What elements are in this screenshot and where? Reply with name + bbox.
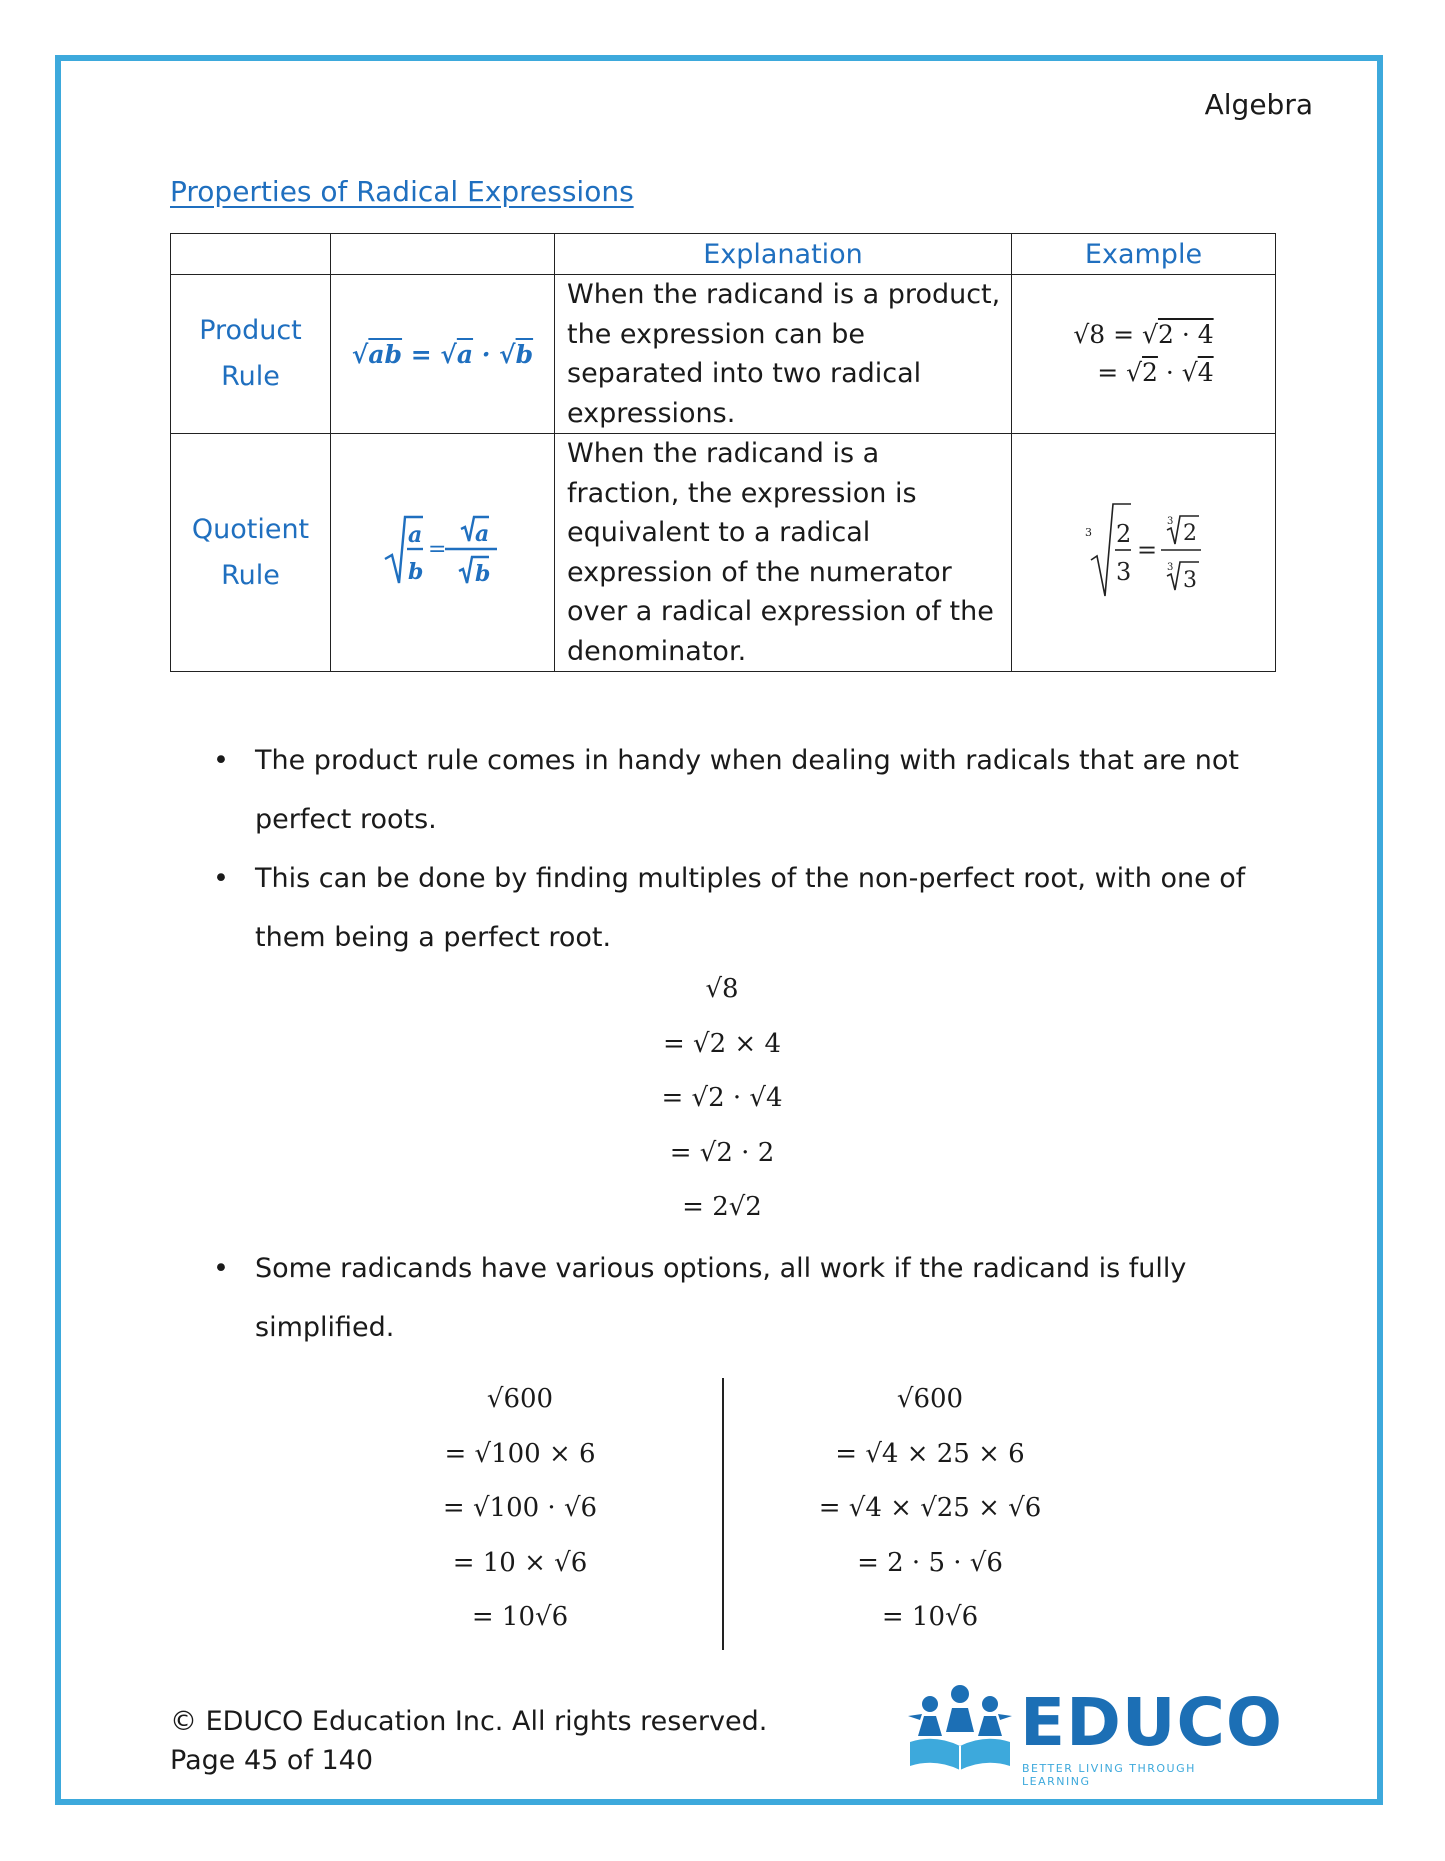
rule-name-line: Rule <box>221 559 280 591</box>
rule-name-line: Product <box>199 315 302 346</box>
bullet-text-line: This can be done by finding multiples of the non-perfect root, with one of <box>255 863 1246 894</box>
calc-step: = √4 × 25 × 6 <box>835 1438 1025 1469</box>
calc-step: √600 <box>486 1384 554 1414</box>
copyright-text: © EDUCO Education Inc. All rights reserved. <box>170 1706 768 1737</box>
svg-text:3: 3 <box>1166 561 1173 573</box>
logo-tagline: BETTER LIVING THROUGH LEARNING <box>1022 1762 1196 1788</box>
calc-step: √8 <box>705 974 739 1004</box>
explanation-line: separated into two radical <box>567 358 922 389</box>
product-rule-explanation <box>555 275 1012 434</box>
svg-text:3: 3 <box>1166 515 1173 527</box>
svg-text:2: 2 <box>1115 519 1131 548</box>
bullet-item <box>205 1239 1285 1357</box>
rule-name-product <box>171 275 331 434</box>
footer <box>170 1702 767 1780</box>
table-header-row <box>171 234 1276 275</box>
svg-text:b: b <box>407 558 423 585</box>
quotient-rule-example-graphic <box>1079 500 1209 600</box>
explanation-line: When the radicand is a <box>567 438 880 469</box>
calc-step: √600 <box>896 1384 964 1414</box>
quotient-rule-formula-graphic <box>383 511 503 591</box>
svg-text:2: 2 <box>1182 520 1197 546</box>
product-rule-formula: √ab = √a · √b <box>331 275 555 434</box>
explanation-line: the expression can be <box>567 318 865 350</box>
bullet-text-line: Some radicands have various options, all work if the radicand is fully <box>255 1253 1187 1284</box>
svg-text:a: a <box>407 521 422 548</box>
rule-name-line: Quotient <box>191 513 310 545</box>
section-title: Properties of Radical Expressions <box>170 175 634 208</box>
worked-example-left <box>400 1372 640 1645</box>
table-row-product-rule <box>171 275 1276 434</box>
explanation-line: equivalent to a radical <box>567 517 871 548</box>
educo-logo <box>900 1680 1284 1788</box>
bullet-text-line: simplified. <box>255 1312 395 1343</box>
explanation-line: fraction, the expression is <box>567 477 917 509</box>
column-divider <box>722 1378 724 1650</box>
bullet-item <box>205 849 1285 967</box>
calc-step: = √2 · 2 <box>669 1137 775 1168</box>
svg-text:b: b <box>474 560 490 587</box>
bullet-text-line: perfect roots. <box>255 804 437 835</box>
educo-logo-icon <box>900 1680 1020 1780</box>
bullet-text-line: The product rule comes in handy when dealing with radicals that are not <box>255 745 1239 776</box>
calc-step: = 2 · 5 · √6 <box>857 1547 1003 1578</box>
quotient-rule-example <box>1012 434 1276 672</box>
product-rule-example: √8 = √2 · 4 = √2 · √4 <box>1012 275 1276 434</box>
svg-text:3: 3 <box>1084 525 1092 539</box>
worked-example-sqrt8 <box>622 962 822 1235</box>
quotient-rule-formula <box>331 434 555 672</box>
worked-example-right <box>780 1372 1080 1645</box>
bullet-item <box>205 731 1285 849</box>
calc-step: = 2√2 <box>682 1192 762 1222</box>
svg-text:3: 3 <box>1182 567 1197 593</box>
calc-step: = √4 × √25 × √6 <box>818 1493 1042 1523</box>
quotient-rule-explanation <box>555 434 1012 672</box>
explanation-line: expression of the numerator <box>567 556 952 588</box>
calc-step: = √2 × 4 <box>662 1028 781 1059</box>
calc-step: = √2 · √4 <box>661 1083 783 1113</box>
calc-step: = √100 · √6 <box>442 1493 598 1523</box>
svg-text:a: a <box>474 520 489 547</box>
rule-name-quotient <box>171 434 331 672</box>
calc-step: = 10√6 <box>881 1602 979 1632</box>
svg-text:3: 3 <box>1115 557 1131 586</box>
svg-text:=: = <box>1136 535 1157 564</box>
rule-name-line: Rule <box>221 361 280 392</box>
bullet-dot-icon: • <box>213 745 229 776</box>
page-number: Page 45 of 140 <box>170 1745 374 1776</box>
bullet-dot-icon: • <box>213 1253 229 1284</box>
calc-step: = √100 × 6 <box>444 1438 596 1469</box>
explanation-line: denominator. <box>567 635 747 667</box>
table-header-empty-2 <box>331 234 555 275</box>
table-header-empty-1 <box>171 234 331 275</box>
explanation-line: over a radical expression of the <box>567 596 994 627</box>
header-subject: Algebra <box>1204 88 1313 121</box>
bullet-text-line: them being a perfect root. <box>255 922 612 953</box>
table-header-example: Example <box>1012 234 1276 275</box>
explanation-line: When the radicand is a product, <box>567 279 1001 310</box>
logo-wordmark: EDUCO <box>1020 1684 1284 1761</box>
bullet-dot-icon: • <box>213 863 229 894</box>
bullet-list-1 <box>205 731 1285 967</box>
bullet-list-2 <box>205 1239 1285 1357</box>
calc-step: = 10 × √6 <box>452 1547 588 1578</box>
table-header-explanation: Explanation <box>555 234 1012 275</box>
table-row-quotient-rule <box>171 434 1276 672</box>
radical-properties-table <box>170 233 1276 672</box>
svg-text:=: = <box>427 536 446 562</box>
explanation-line: expressions. <box>567 397 736 429</box>
calc-step: = 10√6 <box>471 1602 569 1632</box>
